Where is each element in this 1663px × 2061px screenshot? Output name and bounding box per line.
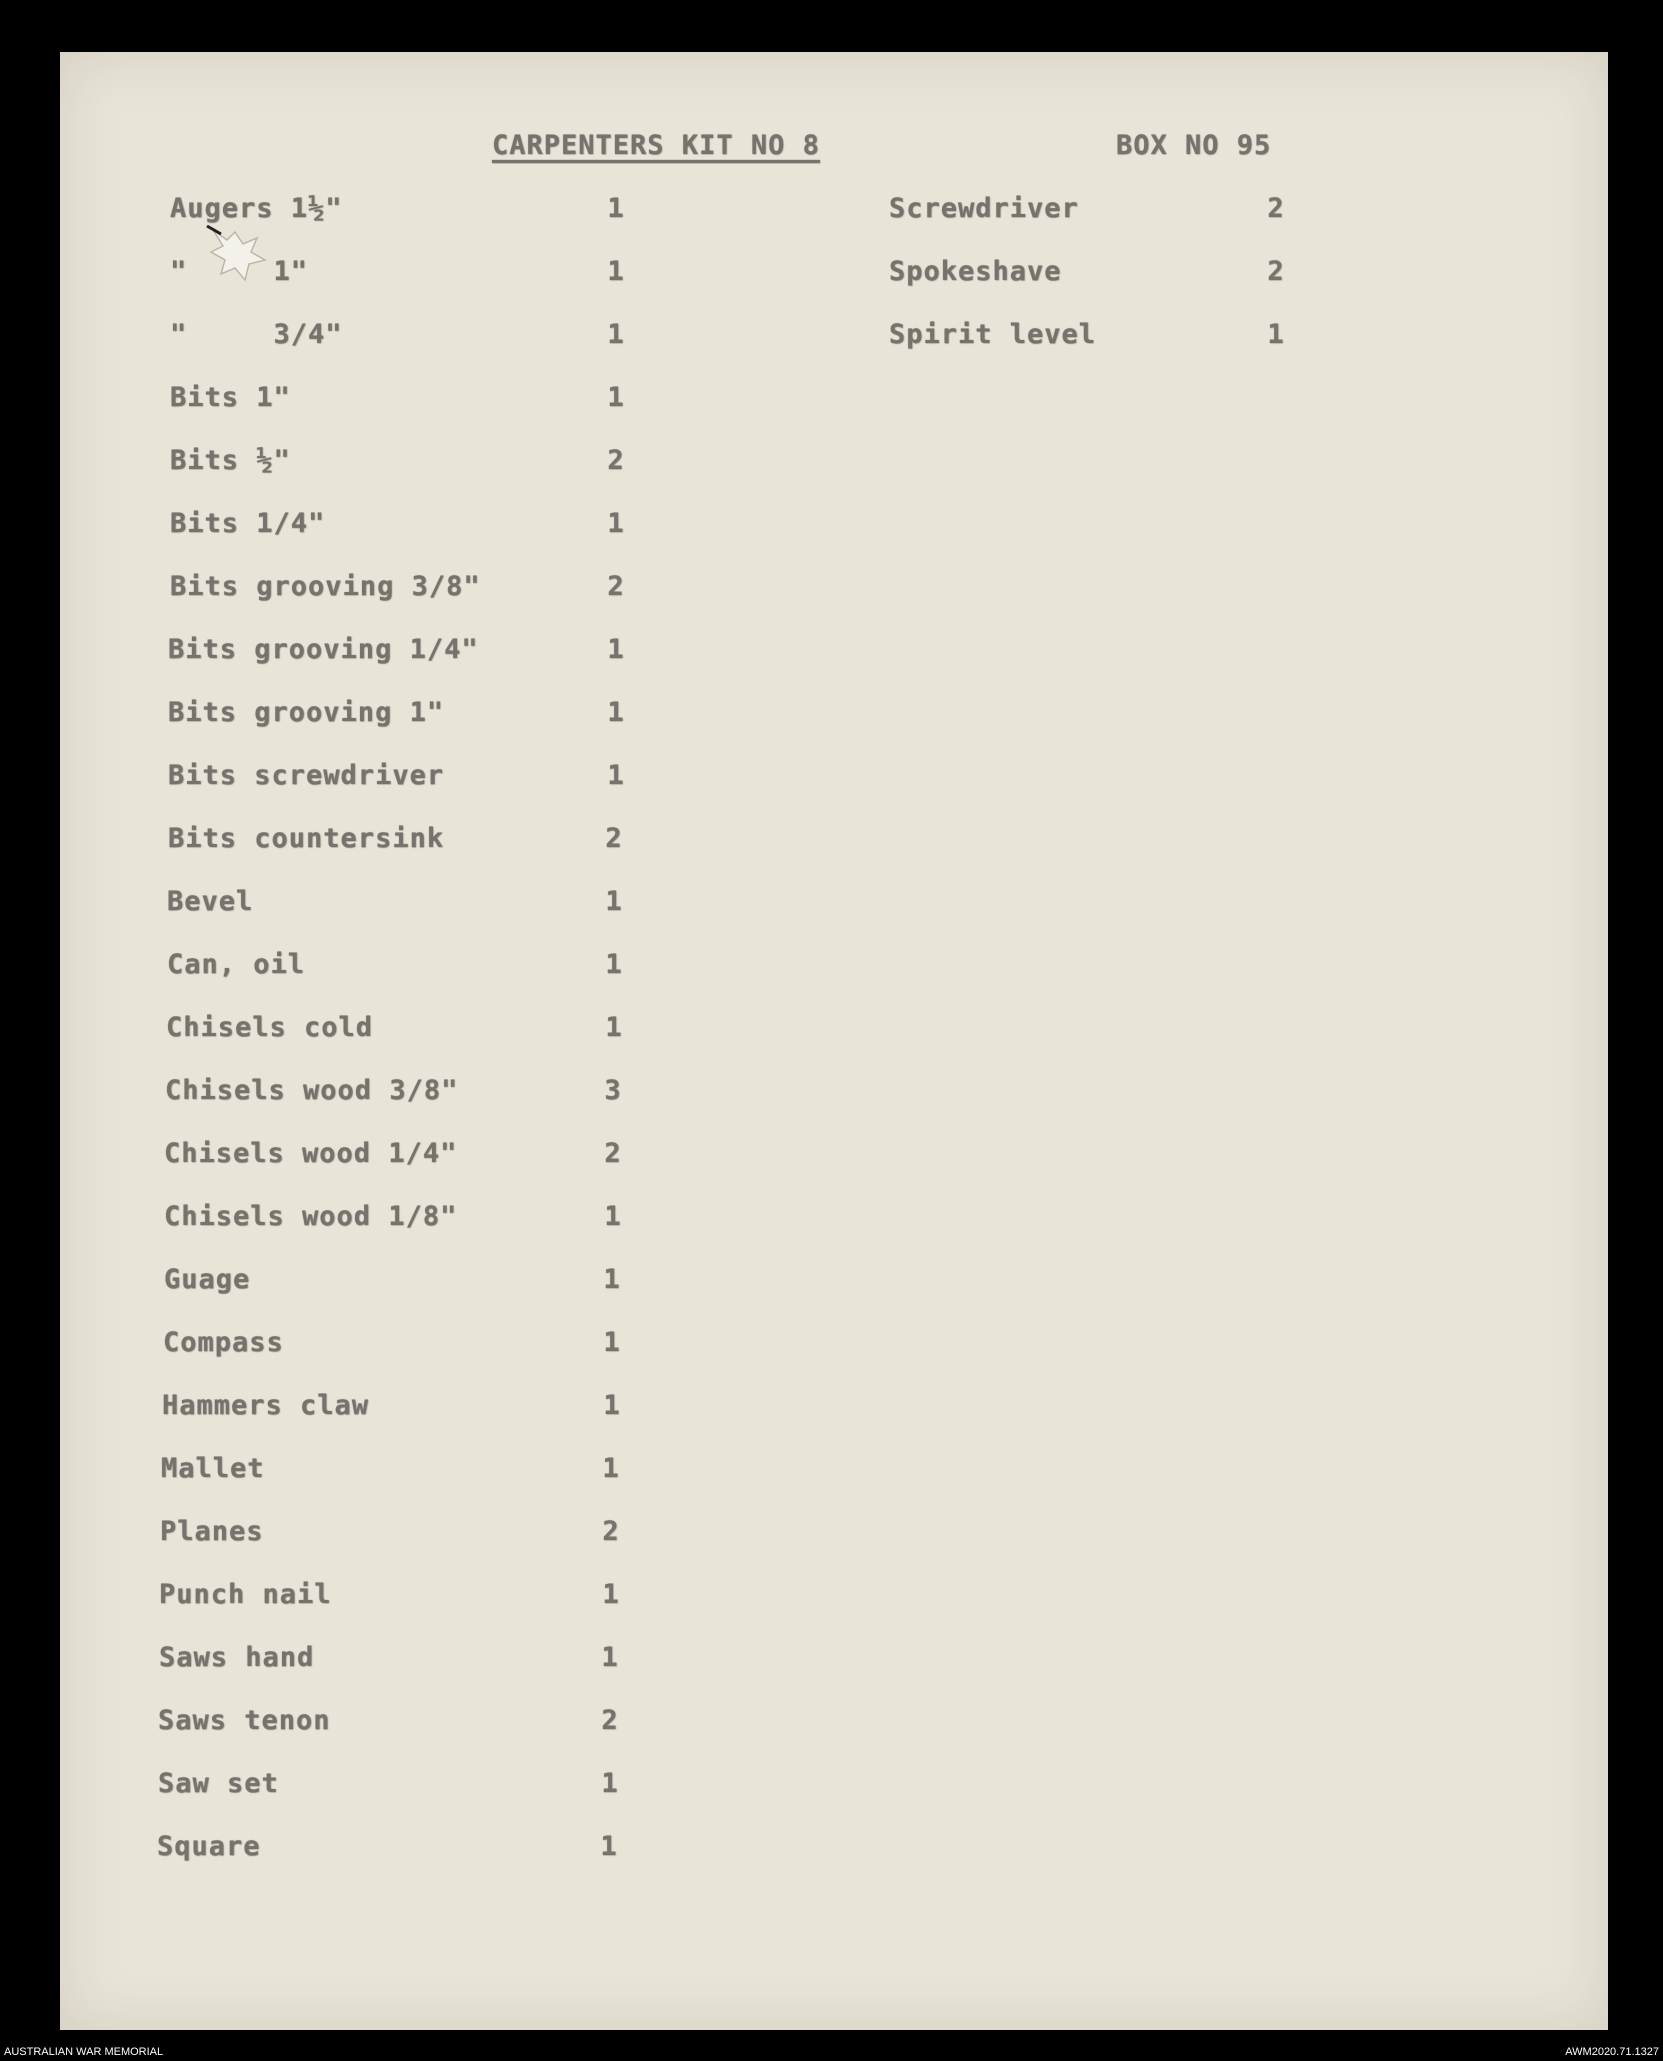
list-item [60, 1705, 1608, 1745]
item-name: Bevel [167, 886, 254, 917]
list-item [60, 1201, 1608, 1241]
item-name: Augers 1½" [170, 193, 343, 224]
item-quantity: 1 [607, 193, 625, 224]
item-quantity: 1 [604, 1201, 622, 1232]
item-name: Compass [163, 1327, 284, 1358]
box-number: BOX NO 95 [1116, 130, 1272, 161]
item-quantity: 2 [605, 823, 623, 854]
item-name: Bits grooving 1" [168, 697, 445, 728]
item-name: Hammers claw [162, 1390, 370, 1421]
accession-number: AWM2020.71.1327 [1565, 2046, 1659, 2058]
list-item [60, 1327, 1608, 1367]
list-item [60, 1075, 1608, 1115]
list-item [60, 1516, 1608, 1556]
list-item [60, 1768, 1608, 1808]
list-item [60, 760, 1608, 800]
item-quantity: 1 [603, 1264, 621, 1295]
item-quantity: 1 [601, 1642, 619, 1673]
item-quantity: 1 [601, 1768, 619, 1799]
list-item [60, 508, 1608, 548]
item-name: Square [157, 1831, 261, 1862]
item-name: Spirit level [889, 319, 1097, 350]
item-quantity: 1 [602, 1453, 620, 1484]
item-quantity: 2 [601, 1705, 619, 1736]
list-item [60, 571, 1608, 611]
list-item [60, 1390, 1608, 1430]
item-quantity: 2 [1267, 193, 1285, 224]
list-item [60, 886, 1608, 926]
item-name: Planes [160, 1516, 264, 1547]
list-item [60, 823, 1608, 863]
list-item [60, 382, 1608, 422]
list-item [60, 1138, 1608, 1178]
list-item [60, 1453, 1608, 1493]
item-name: Punch nail [159, 1579, 332, 1610]
item-quantity: 2 [607, 445, 625, 476]
item-quantity: 2 [602, 1516, 620, 1547]
list-item [60, 1831, 1608, 1871]
list-item [60, 256, 1608, 296]
item-quantity: 1 [603, 1390, 621, 1421]
item-quantity: 1 [603, 1327, 621, 1358]
item-name: " 3/4" [170, 319, 343, 350]
list-item [60, 1579, 1608, 1619]
item-name: Saw set [158, 1768, 279, 1799]
item-name: Spokeshave [889, 256, 1062, 287]
item-name: Saws hand [159, 1642, 315, 1673]
item-quantity: 1 [607, 760, 625, 791]
item-quantity: 1 [607, 319, 625, 350]
item-name: Bits countersink [168, 823, 445, 854]
item-quantity: 1 [605, 886, 623, 917]
item-name: Bits 1" [170, 382, 291, 413]
item-name: Chisels wood 1/8" [164, 1201, 458, 1232]
item-quantity: 1 [605, 1012, 623, 1043]
list-item [60, 1642, 1608, 1682]
item-quantity: 1 [607, 697, 625, 728]
item-name: Mallet [161, 1453, 265, 1484]
document-title: CARPENTERS KIT NO 8 [492, 130, 820, 161]
list-item [60, 1012, 1608, 1052]
item-quantity: 3 [604, 1075, 622, 1106]
list-item [60, 319, 1608, 359]
item-name: Bits grooving 3/8" [170, 571, 481, 602]
list-item [60, 697, 1608, 737]
item-name: " 1" [170, 256, 309, 287]
item-name: Screwdriver [889, 193, 1079, 224]
item-name: Saws tenon [158, 1705, 331, 1736]
item-name: Bits 1/4" [170, 508, 326, 539]
item-name: Bits screwdriver [168, 760, 445, 791]
document-sheet [60, 52, 1608, 2030]
list-item [60, 949, 1608, 989]
item-name: Chisels wood 3/8" [165, 1075, 459, 1106]
item-quantity: 2 [1267, 256, 1285, 287]
item-quantity: 1 [600, 1831, 618, 1862]
item-name: Chisels wood 1/4" [164, 1138, 458, 1169]
list-item [60, 1264, 1608, 1304]
item-name: Can, oil [167, 949, 306, 980]
institution-label: AUSTRALIAN WAR MEMORIAL [4, 2046, 164, 2058]
list-item [60, 634, 1608, 674]
item-quantity: 1 [607, 634, 625, 665]
item-quantity: 2 [607, 571, 625, 602]
item-quantity: 1 [607, 382, 625, 413]
item-quantity: 1 [607, 508, 625, 539]
item-quantity: 2 [604, 1138, 622, 1169]
item-quantity: 1 [1267, 319, 1285, 350]
item-quantity: 1 [602, 1579, 620, 1610]
item-name: Bits grooving 1/4" [168, 634, 479, 665]
list-item [60, 193, 1608, 233]
archive-footer [0, 2039, 1663, 2061]
item-quantity: 1 [607, 256, 625, 287]
item-quantity: 1 [605, 949, 623, 980]
item-name: Chisels cold [166, 1012, 374, 1043]
item-name: Bits ½" [170, 445, 291, 476]
item-name: Guage [164, 1264, 251, 1295]
list-item [60, 445, 1608, 485]
